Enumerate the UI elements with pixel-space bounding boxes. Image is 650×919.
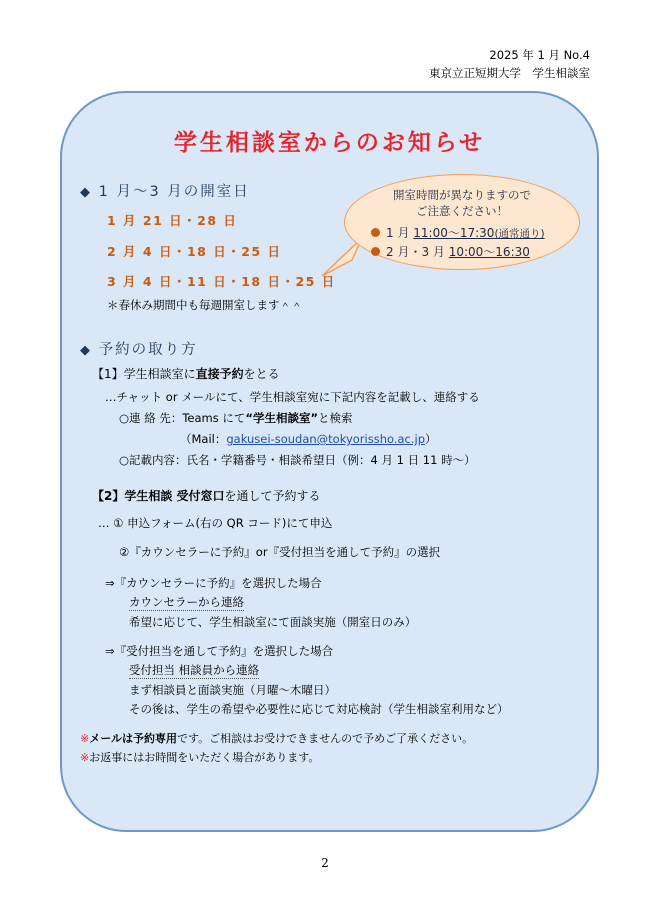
note-reply-time: ※お返事にはお時間をいただく場合があります。 — [80, 751, 320, 764]
method1-label: 【1】学生相談室に直接予約をとる — [92, 367, 280, 381]
open-date-mar: 3 月 4 日・11 日・18 日・25 日 — [107, 274, 336, 289]
diamond-icon: ◆ — [80, 185, 92, 200]
case2-heading: ⇒『受付担当を通して予約』を選択した場合 — [105, 644, 334, 658]
bubble-tail — [322, 238, 362, 278]
diamond-icon: ◆ — [80, 343, 92, 358]
bubble-line-2: ご注意ください！ — [416, 204, 508, 218]
page-title: 学生相談室からのお知らせ — [173, 130, 486, 156]
spring-break-note: ＊春休み期間中も毎週開室します＾＾ — [107, 298, 303, 312]
bullet-dot-icon — [371, 247, 380, 256]
bubble-line-1: 開室時間が異なりますので — [393, 188, 531, 202]
method2-step2: ②『カウンセラーに予約』or『受付担当を通して予約』の選択 — [119, 545, 441, 559]
bubble-hours-feb-mar: 2 月・3 月 10:00〜16:30 — [371, 243, 530, 260]
bubble-hours-jan: 1 月 11:00〜17:30(通常通り) — [371, 224, 545, 241]
method2-label: 【2】学生相談 受付窓口を通して予約する — [92, 489, 321, 503]
reserve-heading: ◆ 予約の取り方 — [80, 342, 198, 358]
email-link[interactable]: gakusei-soudan@tokyorissho.ac.jp — [226, 432, 426, 446]
open-date-feb: 2 月 4 日・18 日・25 日 — [107, 244, 282, 259]
case2-contact: 受付担当 相談員から連絡 — [129, 663, 260, 677]
open-date-jan: 1 月 21 日・28 日 — [107, 213, 238, 228]
method1-desc: …チャット or メールにて、学生相談室宛に下記内容を記載し、連絡する — [105, 390, 480, 404]
note-email-only: ※メールは予約専用です。ご相談はお受けできませんので予めご了承ください。 — [80, 732, 474, 745]
method1-mail: （Mail：gakusei-soudan@tokyorissho.ac.jp） — [180, 432, 437, 446]
case1-session: 希望に応じて、学生相談室にて面談実施（開室日のみ） — [129, 615, 417, 629]
method1-content: ○記載内容：氏名・学籍番号・相談希望日（例：4 月 1 日 11 時〜） — [119, 453, 476, 467]
open-days-heading: ◆ 1 月〜3 月の開室日 — [80, 184, 250, 200]
case1-contact: カウンセラーから連絡 — [129, 595, 244, 609]
case1-heading: ⇒『カウンセラーに予約』を選択した場合 — [105, 576, 322, 590]
method2-step1: … ① 申込フォーム(右の QR コード)にて申込 — [98, 516, 333, 530]
organization: 東京立正短期大学 学生相談室 — [429, 66, 590, 80]
case2-session: まず相談員と面談実施（月曜〜木曜日） — [129, 683, 336, 697]
page-number: 2 — [321, 856, 329, 870]
case2-followup: その後は、学生の希望や必要性に応じて対応検討（学生相談室利用など） — [129, 702, 509, 716]
method1-contact: ○連 絡 先：Teams にて“学生相談室”と検索 — [119, 411, 353, 425]
bullet-dot-icon — [371, 228, 380, 237]
issue-date: 2025 年 1 月 No.4 — [489, 48, 590, 62]
